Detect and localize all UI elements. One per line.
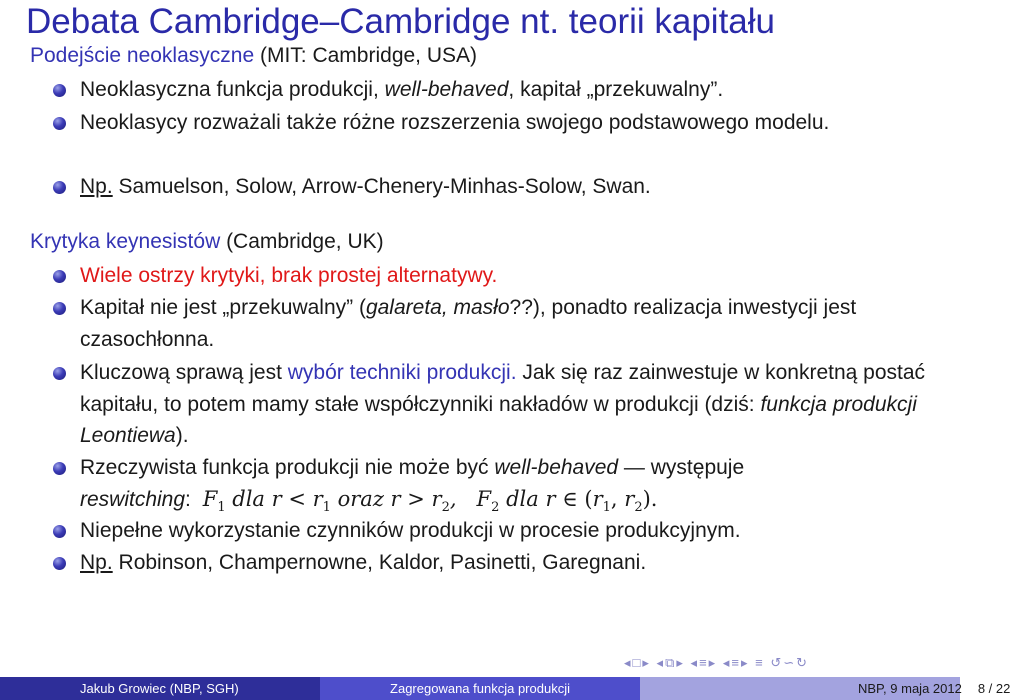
nav-prev-slide-icon[interactable]: ◂: [722, 655, 732, 670]
search-icon[interactable]: ↺: [770, 655, 784, 670]
list-item: Neoklasycy rozważali także różne rozszerzenia swojego podstawowego modelu.: [80, 111, 830, 134]
list-item: Niepełne wykorzystanie czynników produkcji w procesie produkcyjnym.: [80, 519, 741, 542]
nav-prev-section-icon[interactable]: ◂: [690, 655, 700, 670]
bullet-icon: [53, 525, 66, 538]
zoom-icon[interactable]: ∽: [783, 655, 797, 670]
reswitching-formula: reswitching: $F_1$ dla $r < r_1$ oraz $r > r_2$, $F_2$ dla r ∈ ($r_1$, $r_2$).: [80, 486, 658, 515]
return-icon[interactable]: ↻: [796, 655, 810, 670]
block-title-neoclassical: [30, 42, 477, 70]
nav-appendix-icon[interactable]: ≡: [755, 655, 765, 670]
slide-title: Debata Cambridge–Cambridge nt. teorii kapitału: [26, 2, 776, 41]
list-item: Np. Samuelson, Solow, Arrow-Chenery-Minhas-Solow, Swan.: [80, 175, 651, 198]
nav-prev-subsection-icon[interactable]: ◂: [656, 655, 666, 670]
list-item: Rzeczywista funkcja produkcji nie może być well-behaved — występuje reswitching: $F_1$ dla $r < r_1$ oraz $r > r_2$, $F_2$ dla r ∈ ($r_1$, $r_2$).: [80, 452, 940, 523]
footer-author: Jakub Growiec (NBP, SGH): [0, 677, 320, 700]
bullet-icon: [53, 84, 66, 97]
list-item: Neoklasyczna funkcja produkcji, well-behaved, kapitał „przekuwalny”.: [80, 78, 724, 101]
nav-next-icon[interactable]: ▸: [642, 655, 651, 670]
footer: [0, 677, 1010, 700]
np-link[interactable]: Np.: [80, 551, 113, 574]
nav-next-subsection-icon[interactable]: ▸: [676, 655, 685, 670]
block-title-accent: Podejście neoklasyczne: [30, 44, 255, 67]
list-item: Wiele ostrzy krytyki, brak prostej alternatywy.: [80, 264, 498, 287]
beamer-navigation: [624, 655, 809, 671]
bullet-icon: [53, 117, 66, 130]
nav-frame-icon[interactable]: □: [632, 655, 643, 670]
bullet-icon: [53, 181, 66, 194]
nav-next-section-icon[interactable]: ▸: [708, 655, 718, 670]
footer-page-number: 8 / 22: [977, 681, 1010, 696]
footer-date: NBP, 9 maja 2012: [858, 681, 962, 696]
bullet-icon: [53, 557, 66, 570]
bullet-icon: [53, 270, 66, 283]
nav-slide-icon[interactable]: ≡: [731, 655, 741, 670]
list-item: Kapitał nie jest „przekuwalny” (galareta, masło??), ponadto realizacja inwestycji jest czasochłonna.: [80, 296, 857, 351]
list-item: Np. Robinson, Champernowne, Kaldor, Pasinetti, Garegnani.: [80, 551, 647, 574]
block-title-rest: (Cambridge, UK): [220, 230, 384, 253]
block-title-accent: Krytyka keynesistów: [30, 230, 221, 253]
nav-section-icon[interactable]: ≡: [699, 655, 709, 670]
block-title-rest: (MIT: Cambridge, USA): [254, 44, 478, 67]
nav-subsection-icon[interactable]: ⧉: [665, 655, 677, 670]
nav-prev-icon[interactable]: ◂: [624, 655, 633, 670]
nav-next-slide-icon[interactable]: ▸: [740, 655, 750, 670]
bullet-icon: [53, 302, 66, 315]
footer-date-page: [640, 677, 1010, 700]
block-title-critique: [30, 228, 384, 256]
np-link[interactable]: Np.: [80, 175, 113, 198]
list-item: Kluczową sprawą jest wybór techniki produkcji. Jak się raz zainwestuje w konkretną postać kapitału, to potem mamy stałe współczynniki nakładów w produkcji (dziś: funkcja produkcji Leontiewa).: [80, 361, 926, 447]
bullet-icon: [53, 367, 66, 380]
bullet-icon: [53, 462, 66, 475]
footer-talk-title: Zagregowana funkcja produkcji: [320, 677, 640, 700]
